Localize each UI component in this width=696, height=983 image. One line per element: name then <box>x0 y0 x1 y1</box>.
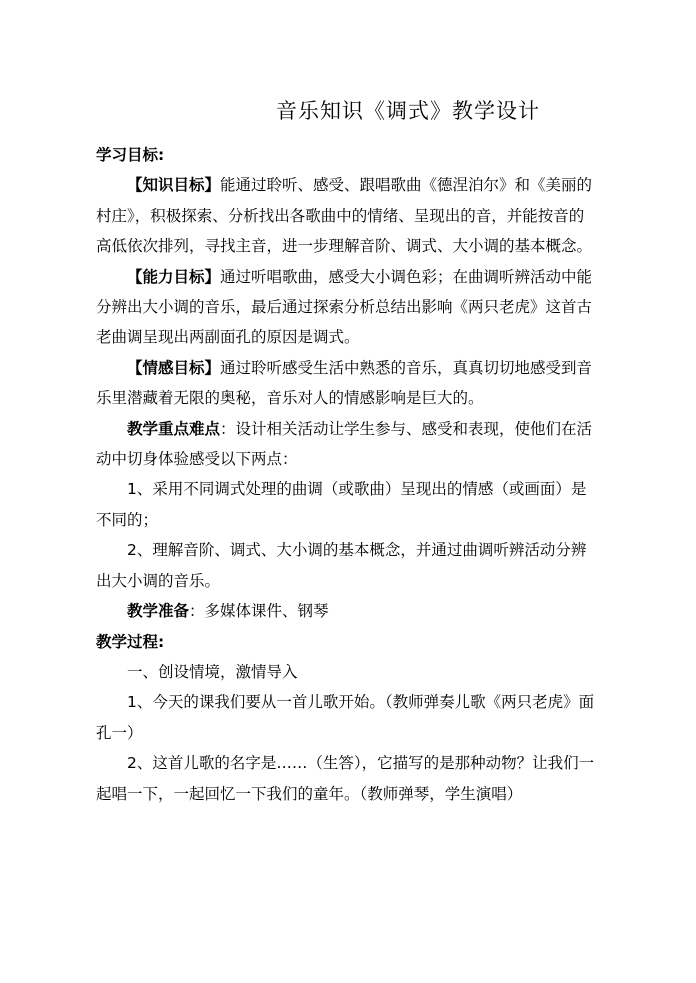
document-title: 音乐知识《调式》教学设计 <box>276 99 540 123</box>
step-1-heading: 一、创设情境，激情导入 <box>127 662 298 681</box>
step-1-2-paragraph: 2、这首儿歌的名字是……（生答），它描写的是那种动物？让我们一起唱一下，一起回忆一下我们的童年。（教师弹琴，学生演唱） <box>96 754 595 803</box>
knowledge-goal-text: 能通过聆听、感受、跟唱歌曲《德涅泊尔》和《美丽的村庄》，积极探索、分析找出各歌曲中的情绪、呈现出的音，并能按音的高低依次排列，寻找主音，进一步理解音阶、调式、大小调的基本概念。 <box>96 176 593 256</box>
knowledge-goal-paragraph <box>96 170 596 261</box>
ability-goal-text: 通过听唱歌曲，感受大小调色彩；在曲调听辨活动中能分辨出大小调的音乐，最后通过探索分析总结出影响《两只老虎》这首古老曲调呈现出两副面孔的原因是调式。 <box>96 267 593 347</box>
ability-goal-label: 【能力目标】 <box>127 267 221 286</box>
preparation-text: ：多媒体课件、钢琴 <box>189 602 329 621</box>
key-points-label: 教学重点难点 <box>127 419 221 438</box>
key-points-text: ：设计相关活动让学生参与、感受和表现，使他们在活动中切身体验感受以下两点： <box>96 419 593 469</box>
learning-goals-heading: 学习目标: <box>96 146 165 164</box>
preparation-label: 教学准备 <box>127 602 190 621</box>
preparation-paragraph <box>96 596 596 626</box>
key-points-paragraph <box>96 414 596 475</box>
point-2-paragraph: 2、理解音阶、调式、大小调的基本概念，并通过曲调听辨活动分辨出大小调的音乐。 <box>96 541 587 590</box>
step-1-1-paragraph: 1、今天的课我们要从一首儿歌开始。（教师弹奏儿歌《两只老虎》面孔一） <box>96 693 595 742</box>
knowledge-goal-label: 【知识目标】 <box>127 176 221 195</box>
emotion-goal-text: 通过聆听感受生活中熟悉的音乐，真真切切地感受到音乐里潜藏着无限的奥秘，音乐对人的情感影响是巨大的。 <box>96 358 593 408</box>
ability-goal-paragraph <box>96 262 596 353</box>
document-body <box>96 140 596 809</box>
process-heading: 教学过程: <box>96 632 165 651</box>
emotion-goal-paragraph <box>96 353 596 414</box>
emotion-goal-label: 【情感目标】 <box>127 358 221 377</box>
point-1-paragraph: 1、采用不同调式处理的曲调（或歌曲）呈现出的情感（或画面）是不同的； <box>96 480 587 529</box>
